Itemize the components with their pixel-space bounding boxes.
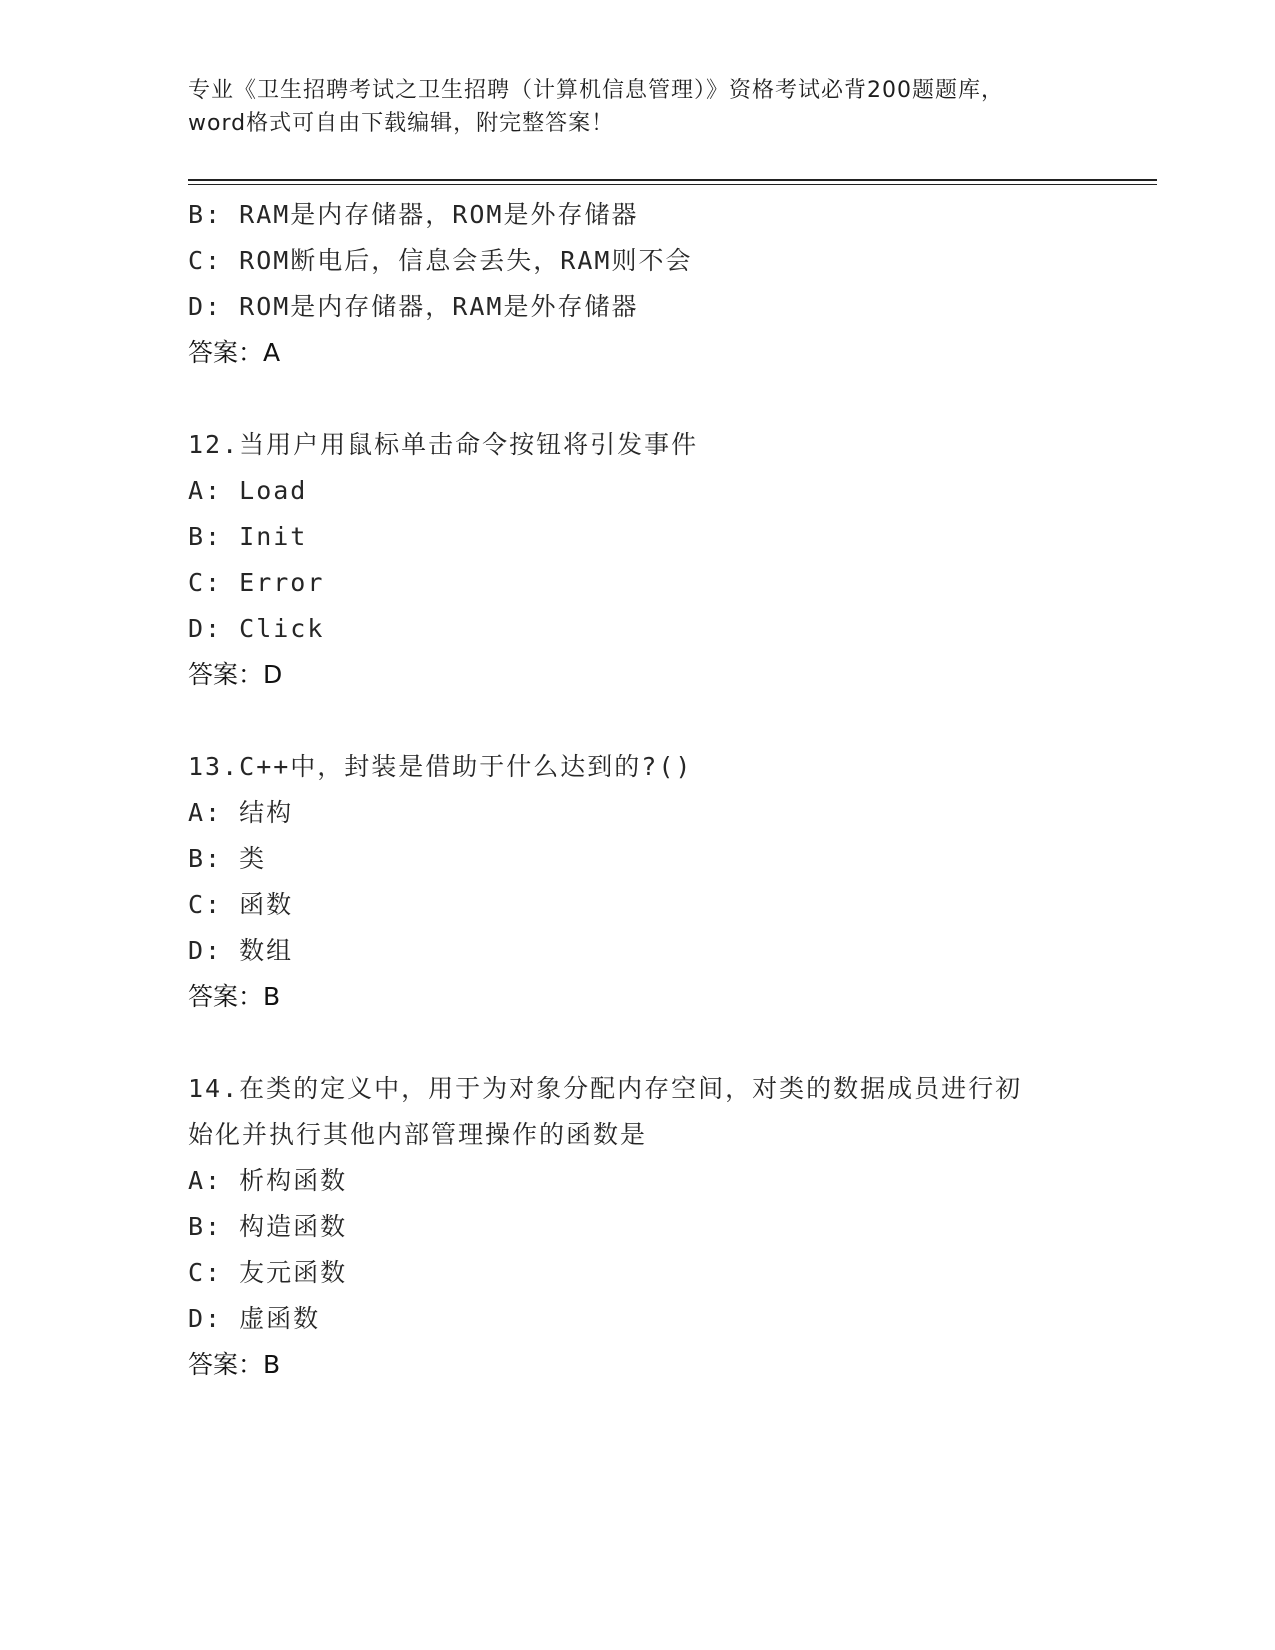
question-list (188, 192, 1088, 1388)
question-text: 13.C++中，封装是借助于什么达到的?() (188, 752, 693, 781)
question-text-line-1: 14.在类的定义中，用于为对象分配内存空间，对类的数据成员进行初 (188, 1074, 1023, 1103)
option-b: B: RAM是内存储器，ROM是外存储器 (188, 200, 639, 229)
option-c: C: Error (188, 568, 325, 597)
option-c: C: 友元函数 (188, 1258, 348, 1287)
question-text-line-2: 始化并执行其他内部管理操作的函数是 (188, 1120, 648, 1149)
option-a: A: 结构 (188, 798, 294, 827)
option-b: B: 类 (188, 844, 267, 873)
option-d: D: 数组 (188, 936, 294, 965)
header-line-2: word格式可自由下载编辑，附完整答案！ (188, 111, 615, 136)
answer-label: 答案：D (188, 660, 283, 689)
option-c: C: ROM断电后，信息会丢失，RAM则不会 (188, 246, 693, 275)
answer-label: 答案：A (188, 338, 281, 367)
header-divider-thick (188, 179, 1157, 181)
question-14 (188, 1066, 1088, 1388)
spacer (188, 1020, 1088, 1066)
option-b: B: Init (188, 522, 308, 551)
question-12 (188, 422, 1088, 698)
question-text: 12.当用户用鼠标单击命令按钮将引发事件 (188, 430, 699, 459)
question-11-continued (188, 192, 1088, 376)
document-header (188, 74, 1088, 140)
option-a: A: Load (188, 476, 308, 505)
option-c: C: 函数 (188, 890, 294, 919)
spacer (188, 376, 1088, 422)
header-line-1: 专业《卫生招聘考试之卫生招聘（计算机信息管理）》资格考试必背200题题库， (188, 78, 1004, 103)
option-d: D: Click (188, 614, 325, 643)
question-13 (188, 744, 1088, 1020)
answer-label: 答案：B (188, 982, 281, 1011)
option-a: A: 析构函数 (188, 1166, 348, 1195)
option-d: D: ROM是内存储器，RAM是外存储器 (188, 292, 639, 321)
spacer (188, 698, 1088, 744)
option-b: B: 构造函数 (188, 1212, 348, 1241)
header-divider-thin (188, 184, 1157, 185)
answer-label: 答案：B (188, 1350, 281, 1379)
option-d: D: 虚函数 (188, 1304, 321, 1333)
